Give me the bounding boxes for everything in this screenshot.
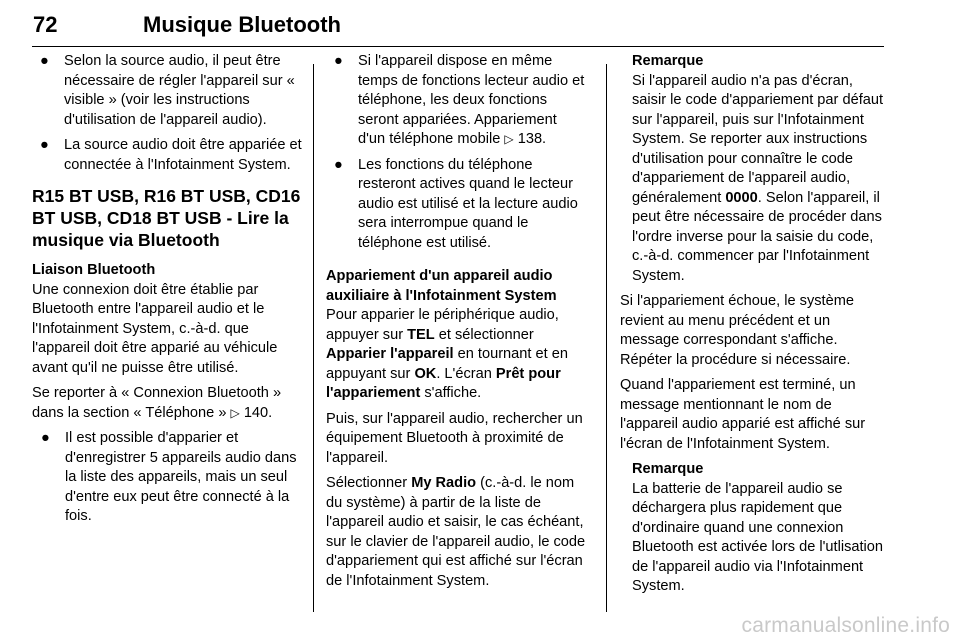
pairing-failed-paragraph: Si l'appariement échoue, le système revient au menu précédent et un message correspondant s'affiche. Répéter la procédure si nécessaire.: [620, 293, 854, 368]
pairing-paragraph: Appariement d'un appareil audio auxiliaire à l'Infotainment System Pour apparier le périphérique audio, appuyer sur TEL et sélectionner Apparier l'appareil en tournant et en appuyant sur OK. L'écran Prêt pour l'appariement s'affiche.: [326, 267, 586, 404]
column-3: [620, 52, 890, 603]
remark-title: Remarque: [632, 461, 704, 477]
bullet-dot-icon: ●: [41, 430, 50, 446]
section-heading: R15 BT USB, R16 BT USB, CD16 BT USB, CD18 BT USB - Lire la musique via Bluetooth: [32, 186, 301, 250]
bullet-phone-audio: ● Si l'appareil dispose en même temps de fonctions lecteur audio et téléphone, les deux fonctions seront appariées. Appariement d'un téléphone mobile ▷ 138.: [334, 53, 585, 147]
ok-key-label: OK: [414, 365, 437, 382]
reference-paragraph: Se reporter à « Connexion Bluetooth » dans la section « Téléphone » ▷ 140.: [32, 385, 282, 421]
pairing-complete-paragraph: Quand l'appariement est terminé, un message mentionnant le nom de l'appareil audio apparié est affiché sur l'écran de l'Infotainment System.: [620, 377, 866, 452]
bullet-dot-icon: ●: [40, 53, 49, 69]
column-2: [326, 52, 586, 597]
bullet-dot-icon: ●: [334, 53, 343, 69]
select-paragraph: Sélectionner My Radio (c.-à-d. le nom du système) à partir de la liste de l'appareil audio et saisir, le cas échéant, sur le clavier de l'appareil audio, le code d'appariement qui est affiché sur l'écran de l'Infotainment System.: [326, 475, 586, 589]
my-radio-label: My Radio: [411, 475, 477, 491]
bullet-dot-icon: ●: [40, 137, 49, 153]
pairing-title: Appariement d'un appareil audio auxiliaire à l'Infotainment System: [326, 268, 557, 304]
page-reference-arrow-icon: ▷: [504, 132, 514, 146]
remark-title: Remarque: [632, 53, 704, 69]
bullet-phone-active: ● Les fonctions du téléphone resteront actives quand le lecteur audio est utilisé et la lecture audio sera interrompue quand le téléphone est utilisé.: [334, 156, 578, 251]
tel-key-label: TEL: [407, 326, 435, 343]
watermark: carmanualsonline.info: [741, 614, 950, 637]
column-1: [32, 52, 304, 533]
liaison-title: Liaison Bluetooth: [32, 262, 156, 278]
page-number: 72: [33, 12, 58, 37]
remark-no-screen: Remarque Si l'appareil audio n'a pas d'écran, saisir le code d'appariement par défaut sur l'appareil, puis sur l'Infotainment System. Se reporter aux instructions d'utilisation pour connaître le code d'appariement de l'appareil audio, généralement 0000. Selon l'appareil, il peut être nécessaire de procéder dans l'ordre inverse pour la saisie du code, c.-à-d. commencer par l'Infotainment System.: [620, 52, 890, 286]
column-divider-2: [606, 64, 607, 612]
bullet-visible: ● Selon la source audio, il peut être nécessaire de régler l'appareil sur « visible » (voir les instructions d'utilisation de l'appareil audio).: [40, 53, 295, 128]
column-divider-1: [313, 64, 314, 612]
liaison-text: Une connexion doit être établie par Bluetooth entre l'appareil audio et le l'Infotainment System, c.-à-d. que l'appareil doit être apparié au véhicule avant qu'il ne puisse être utilisé.: [32, 281, 278, 376]
pret-screen-label: Prêt pour l'appariement: [326, 365, 561, 401]
apparier-menu-label: Apparier l'appareil: [326, 346, 454, 362]
bullet-dot-icon: ●: [334, 156, 343, 173]
page-reference-arrow-icon: ▷: [230, 405, 240, 420]
page-header: [32, 4, 884, 47]
chapter-title: Musique Bluetooth: [143, 12, 341, 37]
remark-battery: Remarque La batterie de l'appareil audio se déchargera plus rapidement que d'ordinaire quand une connexion Bluetooth est activée lors de l'utlisation de l'appareil audio via l'Infotainment System.: [620, 460, 890, 597]
default-code: 0000: [725, 189, 758, 206]
search-paragraph: Puis, sur l'appareil audio, rechercher un équipement Bluetooth à proximité de l'appareil.: [326, 410, 583, 466]
bullet-paired: ● La source audio doit être appariée et connectée à l'Infotainment System.: [40, 137, 302, 173]
bullet-devices: ● Il est possible d'apparier et d'enregistrer 5 appareils audio dans la liste des appareils, mais un seul d'entre eux peut être connecté à la fois.: [41, 430, 297, 524]
liaison-paragraph: [32, 261, 304, 378]
